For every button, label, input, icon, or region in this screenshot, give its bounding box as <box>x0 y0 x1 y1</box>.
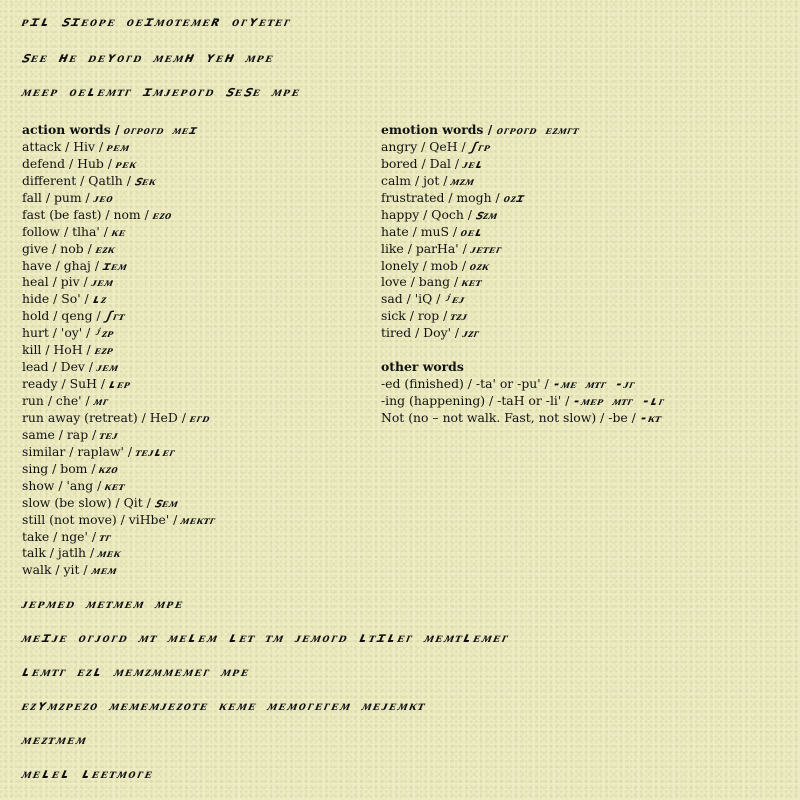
word-row <box>22 224 216 241</box>
word-entry-klingon: ᴏᴇʟ <box>459 223 486 239</box>
word-entry-text: frustrated / mogh / <box>381 189 504 205</box>
word-entry-text: tired / Doy' / <box>381 325 464 341</box>
word-entry-klingon: ʲᴇᴊ <box>442 291 468 307</box>
word-entry-text: follow / tlha' / <box>22 223 112 239</box>
header-line-1: ᴘɪʟ ꜱɪᴇᴏᴘᴇ ᴏᴇɪᴍᴏᴛᴇᴍᴇʀ ᴏᴦʏᴇᴛᴇᴦ <box>20 14 294 30</box>
word-entry-klingon: ᴊᴇᴛᴇᴦ <box>469 240 504 256</box>
heading-klingon: ᴏᴦᴘᴏᴦᴅ ᴇᴢᴍᴦᴛ <box>495 122 581 137</box>
word-entry-klingon: -ᴋᴛ <box>638 409 664 425</box>
action-words-heading <box>22 122 216 139</box>
word-entry-klingon: ᴋᴇᴛ <box>460 274 484 290</box>
word-entry-text: different / Qatlh / <box>22 172 135 188</box>
word-entry-text: Not (no – not walk. Fast, not slow) / -be / <box>381 409 640 425</box>
word-row <box>381 156 665 173</box>
word-row <box>381 258 665 275</box>
word-row <box>22 529 216 546</box>
word-row <box>22 376 216 393</box>
word-entry-klingon: ᴊᴢᴦ <box>461 325 482 341</box>
heading-text: emotion words / <box>381 122 497 137</box>
footer-line-2: ᴍᴇɪᴊᴇ ᴏᴦᴊᴏᴦᴅ ᴍᴛ ᴍᴇʟᴇᴍ ʟᴇᴛ ᴛᴍ ᴊᴇᴍᴏᴦᴅ ʟᴛɪʟᴇᴦ ᴍᴇᴍᴛʟᴇᴍᴇᴦ <box>20 630 512 646</box>
word-entry-klingon: ᴇᴢᴘ <box>93 342 116 358</box>
word-entry-klingon: ᴇᴢᴋ <box>94 240 118 256</box>
other-words-list <box>381 376 668 427</box>
word-entry-text: still (not move) / viHbe' / <box>22 511 182 527</box>
word-entry-klingon: ʟᴇᴘ <box>107 376 133 392</box>
word-row <box>22 495 216 512</box>
word-entry-klingon: ᴍᴢᴍ <box>450 172 477 188</box>
word-entry-text: slow (be slow) / Qit / <box>22 494 155 510</box>
word-entry-klingon: -ᴍᴇᴘ ᴍᴛᴦ -ʟᴦ <box>571 393 668 408</box>
word-entry-klingon: ꜱᴢᴍ <box>474 206 500 222</box>
footer-line-5: ᴍᴇᴢᴛᴍᴇᴍ <box>20 732 90 748</box>
word-row <box>22 393 216 410</box>
word-entry-klingon: ꜱᴇᴍ <box>153 494 181 510</box>
word-row <box>22 410 216 427</box>
emotion-words-column <box>381 122 668 427</box>
column-spacer <box>381 342 665 359</box>
word-entry-klingon: ᴊᴇʟ <box>461 155 486 171</box>
word-entry-text: angry / QeH / <box>381 138 470 154</box>
word-entry-text: run / che' / <box>22 393 94 408</box>
header-line-2: ꜱᴇᴇ ʜᴇ ᴅᴇʏᴏᴦᴅ ᴍᴇᴍʜ ʏᴇʜ ᴍᴘᴇ <box>20 50 277 66</box>
word-entry-klingon: ʲᴢᴘ <box>92 325 117 341</box>
word-entry-klingon: ʃᴦᴘ <box>468 138 493 154</box>
word-row <box>22 545 216 562</box>
word-entry-text: fall / pum / <box>22 189 94 205</box>
word-entry-klingon: ᴊᴇᴍ <box>95 359 121 375</box>
word-entry-klingon: ᴛᴇᴊ <box>98 426 121 442</box>
heading-klingon: ᴏᴦᴘᴏᴦᴅ ᴍᴇɪ <box>122 122 200 137</box>
word-row <box>22 427 216 444</box>
word-row <box>22 241 216 258</box>
word-row <box>22 342 216 359</box>
word-entry-klingon: ᴊᴇᴏ <box>92 189 116 205</box>
word-entry-klingon: ᴍᴇᴍ <box>90 562 119 578</box>
word-row <box>22 139 216 156</box>
word-entry-klingon: ʃᴦᴛ <box>103 308 127 324</box>
word-entry-klingon: ᴇᴢᴏ <box>151 206 175 222</box>
action-words-list <box>22 138 219 579</box>
word-entry-text: take / nge' / <box>22 528 100 544</box>
word-entry-text: defend / Hub / <box>22 155 116 171</box>
word-entry-text: sing / bom / <box>22 460 100 476</box>
heading-text: action words / <box>22 122 124 137</box>
word-entry-text: calm / jot / <box>381 172 452 188</box>
word-entry-klingon: ᴏᴢᴋ <box>468 257 492 273</box>
word-entry-text: happy / Qoch / <box>381 206 476 222</box>
word-row <box>22 478 216 495</box>
word-entry-klingon: ᴛᴦ <box>98 528 114 544</box>
word-entry-text: talk / jatlh / <box>22 545 99 561</box>
footer-line-6: ᴍᴇʟᴇʟ ʟᴇᴇᴛᴍᴏᴦᴇ <box>20 766 156 782</box>
word-entry-text: fast (be fast) / nom / <box>22 206 153 222</box>
word-entry-text: like / parHa' / <box>381 240 471 256</box>
action-words-column <box>22 122 219 579</box>
word-entry-text: sad / 'iQ / <box>381 291 445 307</box>
word-entry-text: have / ghaj / <box>22 257 103 273</box>
word-row <box>22 461 216 478</box>
word-row <box>381 224 665 241</box>
word-entry-klingon: ᴇᴦᴅ <box>188 409 213 425</box>
word-row <box>22 511 219 529</box>
word-row <box>381 325 665 342</box>
word-row <box>22 274 216 291</box>
word-row <box>381 308 665 325</box>
word-entry-klingon: ᴘᴇᴍ <box>105 138 132 154</box>
word-entry-text: ready / SuH / <box>22 376 109 392</box>
emotion-words-list <box>381 139 665 342</box>
word-entry-text: give / nob / <box>22 240 96 256</box>
word-entry-klingon: ᴋᴢᴏ <box>98 460 122 476</box>
word-entry-text: run away (retreat) / HeD / <box>22 409 190 425</box>
word-entry-text: lead / Dev / <box>22 359 97 375</box>
word-entry-text: similar / raplaw' / <box>22 443 137 459</box>
word-entry-text: same / rap / <box>22 426 101 442</box>
word-entry-klingon: ᴏᴢɪ <box>502 189 527 205</box>
word-entry-text: love / bang / <box>381 274 463 290</box>
word-row <box>381 291 665 308</box>
word-entry-klingon: ɪᴇᴍ <box>101 257 130 273</box>
footer-line-1: ᴊᴇᴘᴍᴇᴅ ᴍᴇᴛᴍᴇᴍ ᴍᴘᴇ <box>20 596 186 612</box>
word-row <box>22 359 216 376</box>
word-row <box>22 156 216 173</box>
word-entry-klingon: ᴛᴇᴊʟᴇᴦ <box>134 443 178 459</box>
word-entry-klingon: ᴋᴇᴛ <box>103 477 128 493</box>
word-entry-text: bored / Dal / <box>381 155 463 171</box>
word-entry-klingon: ᴍᴇᴋᴛᴦ <box>179 511 219 527</box>
word-row <box>22 258 216 275</box>
word-entry-text: show / 'ang / <box>22 477 106 493</box>
footer-line-4: ᴇᴢʏᴍᴢᴘᴇᴢᴏ ᴍᴇᴍᴇᴍᴊᴇᴢᴏᴛᴇ ᴋᴇᴍᴇ ᴍᴇᴍᴏᴦᴇᴦᴇᴍ ᴍᴇᴊᴇᴍᴋᴛ <box>20 698 428 714</box>
word-row <box>22 444 216 461</box>
word-entry-text: lonely / mob / <box>381 257 470 273</box>
word-entry-text: heal / piv / <box>22 274 92 290</box>
word-entry-klingon: ᴍᴦ <box>92 393 111 408</box>
word-entry-klingon: ꜱᴇᴋ <box>133 172 159 188</box>
word-row <box>22 325 216 342</box>
word-entry-klingon: ʟᴢ <box>91 291 109 307</box>
word-row <box>381 207 665 224</box>
word-entry-klingon: ᴊᴇᴍ <box>90 274 116 290</box>
word-row <box>22 562 216 579</box>
word-row <box>22 173 216 190</box>
word-entry-text: -ing (happening) / -taH or -li' / <box>381 393 574 408</box>
word-entry-klingon: ᴍᴇᴋ <box>96 545 124 561</box>
word-row <box>381 410 665 427</box>
word-entry-text: hate / muS / <box>381 223 462 239</box>
word-entry-klingon: ᴋᴇ <box>110 223 128 239</box>
word-entry-klingon: ᴛᴢᴊ <box>449 308 470 324</box>
word-entry-klingon: -ᴍᴇ ᴍᴛᴦ -ᴊᴦ <box>551 376 637 392</box>
word-row <box>22 291 216 308</box>
word-row <box>381 173 665 190</box>
word-row <box>22 190 216 207</box>
word-row <box>381 139 665 156</box>
word-row <box>381 393 668 410</box>
footer-line-3: ʟᴇᴍᴛᴦ ᴇᴢʟ ᴍᴇᴍᴢᴍᴍᴇᴍᴇᴦ ᴍᴘᴇ <box>20 664 252 680</box>
header-line-3: ᴍᴇᴇᴘ ᴏᴇʟᴇᴍᴛᴦ ɪᴍᴊᴇᴘᴏᴦᴅ ꜱᴇꜱᴇ ᴍᴘᴇ <box>20 84 303 100</box>
word-entry-klingon: ᴘᴇᴋ <box>114 155 139 171</box>
word-row <box>381 376 665 393</box>
word-row <box>22 308 216 325</box>
emotion-words-heading <box>381 122 665 139</box>
word-entry-text: -ed (finished) / -ta' or -pu' / <box>381 376 553 392</box>
word-entry-text: kill / HoH / <box>22 342 95 358</box>
other-words-heading: other words <box>381 359 464 375</box>
word-entry-text: sick / rop / <box>381 308 452 324</box>
word-entry-text: hold / qeng / <box>22 308 105 324</box>
word-row <box>22 207 216 224</box>
word-entry-text: hide / So' / <box>22 291 93 307</box>
word-entry-text: attack / Hiv / <box>22 138 108 154</box>
word-row <box>381 274 665 291</box>
word-row <box>381 241 665 258</box>
word-entry-text: hurt / 'oy' / <box>22 325 95 341</box>
word-row <box>381 190 665 207</box>
word-entry-text: walk / yit / <box>22 562 92 578</box>
